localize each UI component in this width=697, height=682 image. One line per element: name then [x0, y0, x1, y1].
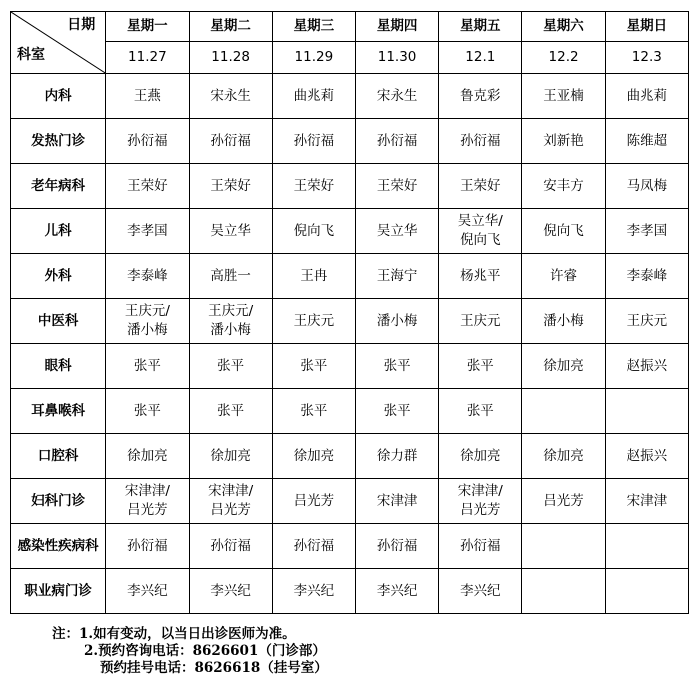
doctor-name: 倪向飞 [460, 232, 501, 248]
doctor-cell [189, 74, 272, 119]
doctor-name: 宋津津/ [457, 483, 503, 499]
doctor-cell [439, 344, 522, 389]
doctor-name: 孙衍福 [460, 132, 501, 149]
note-line: 注：1.如有变动，以当日出诊医师为准。 [52, 626, 296, 642]
doctor-cell [605, 254, 688, 299]
note-line: 预约挂号电话：8626618（挂号室） [100, 660, 328, 676]
doctor-name: 李兴纪 [210, 582, 251, 599]
doctor-cell [189, 524, 272, 569]
doctor-name: 李孝国 [127, 222, 168, 239]
doctor-name: 王荣好 [127, 177, 168, 194]
department-axis-label: 科室 [17, 47, 45, 63]
doctor-name: 王海宁 [376, 267, 418, 284]
doctor-cell [355, 434, 438, 479]
doctor-cell [605, 524, 688, 569]
doctor-name: 吕光芳 [210, 502, 251, 518]
doctor-name: 张平 [217, 357, 245, 374]
doctor-cell [355, 569, 438, 614]
schedule-row [11, 344, 689, 389]
doctor-cell [355, 74, 438, 119]
schedule-row [11, 119, 689, 164]
department-name: 老年病科 [11, 164, 106, 209]
doctor-name: 王庆元/ [124, 303, 170, 319]
doctor-cell [272, 164, 355, 209]
doctor-cell [189, 434, 272, 479]
doctor-name: 潘小梅 [127, 322, 168, 338]
doctor-name: 张平 [133, 402, 161, 419]
doctor-cell [605, 389, 688, 434]
doctor-cell [272, 299, 355, 344]
doctor-cell [272, 209, 355, 254]
doctor-cell [355, 209, 438, 254]
doctor-cell [439, 74, 522, 119]
schedule-row [11, 209, 689, 254]
doctor-name: 张平 [466, 402, 494, 419]
doctor-name: 王燕 [133, 87, 161, 104]
doctor-cell [189, 209, 272, 254]
doctor-name: 王荣好 [293, 177, 335, 194]
doctor-cell [522, 344, 605, 389]
doctor-name: 吕光芳 [543, 492, 584, 509]
schedule-row [11, 254, 689, 299]
doctor-name: 马凤梅 [626, 177, 668, 194]
doctor-name: 徐加亮 [127, 447, 168, 464]
doctor-cell [189, 164, 272, 209]
doctor-cell [439, 254, 522, 299]
doctor-name: 孙衍福 [293, 537, 335, 554]
schedule-row [11, 164, 689, 209]
doctor-name: 王庆元/ [208, 303, 254, 319]
doctor-cell [106, 389, 189, 434]
doctor-name: 吕光芳 [460, 502, 501, 518]
doctor-name: 孙衍福 [127, 132, 168, 149]
doctor-name: 孙衍福 [293, 132, 335, 149]
doctor-cell [106, 209, 189, 254]
doctor-name: 高胜一 [210, 267, 251, 284]
doctor-name: 安丰方 [543, 177, 584, 194]
doctor-cell [605, 164, 688, 209]
doctor-cell [605, 74, 688, 119]
doctor-name: 宋永生 [210, 87, 251, 104]
doctor-cell [439, 479, 522, 524]
doctor-name: 潘小梅 [376, 312, 418, 329]
doctor-name: 赵振兴 [626, 357, 668, 374]
note-line: 2.预约咨询电话：8626601（门诊部） [84, 643, 326, 659]
department-name: 中医科 [11, 299, 106, 344]
date-header: 11.30 [355, 42, 438, 74]
doctor-name: 张平 [383, 357, 411, 374]
doctor-name: 李孝国 [626, 222, 668, 239]
doctor-cell [605, 344, 688, 389]
doctor-name: 杨兆平 [460, 267, 501, 284]
schedule-row [11, 74, 689, 119]
doctor-name: 李兴纪 [460, 582, 501, 599]
doctor-cell [106, 434, 189, 479]
doctor-name: 张平 [300, 402, 328, 419]
doctor-cell [522, 254, 605, 299]
department-name: 儿科 [11, 209, 106, 254]
doctor-name: 孙衍福 [210, 132, 251, 149]
doctor-name: 李兴纪 [293, 582, 335, 599]
doctor-cell [439, 434, 522, 479]
doctor-cell [106, 479, 189, 524]
doctor-name: 刘新艳 [543, 132, 584, 149]
doctor-cell [272, 119, 355, 164]
doctor-cell [272, 344, 355, 389]
doctor-name: 倪向飞 [543, 222, 584, 239]
doctor-name: 吴立华/ [457, 213, 503, 229]
doctor-cell [605, 434, 688, 479]
doctor-cell [439, 164, 522, 209]
doctor-cell [605, 479, 688, 524]
doctor-name: 徐加亮 [293, 447, 335, 464]
doctor-name: 徐力群 [376, 447, 418, 464]
department-name: 耳鼻喉科 [11, 389, 106, 434]
doctor-cell [106, 569, 189, 614]
department-name: 眼科 [11, 344, 106, 389]
header-corner-cell [11, 12, 106, 74]
doctor-name: 宋永生 [376, 87, 418, 104]
doctor-cell [355, 254, 438, 299]
day-header: 星期三 [272, 12, 355, 42]
doctor-name: 孙衍福 [210, 537, 251, 554]
doctor-name: 张平 [133, 357, 161, 374]
doctor-name: 潘小梅 [543, 312, 584, 329]
doctor-cell [522, 479, 605, 524]
schedule-row [11, 524, 689, 569]
doctor-cell [439, 524, 522, 569]
doctor-name: 曲兆莉 [626, 87, 668, 104]
doctor-cell [272, 254, 355, 299]
schedule-row [11, 434, 689, 479]
doctor-name: 李泰峰 [127, 267, 168, 284]
day-header: 星期一 [106, 12, 189, 42]
doctor-cell [439, 299, 522, 344]
doctor-name: 张平 [466, 357, 494, 374]
doctor-name: 徐加亮 [543, 447, 584, 464]
doctor-name: 徐加亮 [210, 447, 251, 464]
doctor-name: 吕光芳 [127, 502, 168, 518]
doctor-cell [522, 164, 605, 209]
doctor-name: 张平 [217, 402, 245, 419]
doctor-cell [106, 254, 189, 299]
doctor-cell [355, 524, 438, 569]
doctor-cell [106, 524, 189, 569]
doctor-cell [189, 119, 272, 164]
doctor-name: 张平 [300, 357, 328, 374]
doctor-cell [522, 299, 605, 344]
department-name: 妇科门诊 [11, 479, 106, 524]
doctor-cell [522, 119, 605, 164]
doctor-cell [439, 209, 522, 254]
doctor-name: 倪向飞 [293, 222, 335, 239]
doctor-cell [106, 164, 189, 209]
doctor-name: 王冉 [300, 267, 328, 284]
doctor-name: 吴立华 [376, 222, 418, 239]
doctor-name: 陈维超 [626, 132, 668, 149]
doctor-name: 王亚楠 [543, 87, 584, 104]
doctor-cell [189, 569, 272, 614]
doctor-name: 宋津津/ [124, 483, 170, 499]
day-header: 星期四 [355, 12, 438, 42]
schedule-row [11, 479, 689, 524]
doctor-cell [522, 434, 605, 479]
doctor-cell [272, 434, 355, 479]
doctor-name: 张平 [383, 402, 411, 419]
doctor-name: 潘小梅 [210, 322, 251, 338]
doctor-cell [189, 254, 272, 299]
doctor-name: 孙衍福 [376, 537, 418, 554]
doctor-cell [605, 299, 688, 344]
doctor-cell [439, 569, 522, 614]
date-header: 11.29 [272, 42, 355, 74]
doctor-cell [355, 299, 438, 344]
doctor-cell [522, 209, 605, 254]
doctor-name: 王庆元 [293, 312, 335, 329]
doctor-name: 孙衍福 [460, 537, 501, 554]
department-name: 内科 [11, 74, 106, 119]
doctor-cell [272, 389, 355, 434]
doctor-cell [605, 569, 688, 614]
doctor-cell [355, 164, 438, 209]
doctor-cell [522, 569, 605, 614]
doctor-name: 许睿 [550, 267, 578, 284]
doctor-name: 曲兆莉 [293, 87, 335, 104]
doctor-cell [355, 479, 438, 524]
department-name: 职业病门诊 [11, 569, 106, 614]
doctor-name: 吕光芳 [293, 492, 335, 509]
doctor-name: 李泰峰 [626, 267, 668, 284]
doctor-name: 鲁克彩 [460, 87, 501, 104]
doctor-cell [106, 299, 189, 344]
day-header: 星期日 [605, 12, 688, 42]
doctor-name: 王荣好 [210, 177, 251, 194]
doctor-cell [272, 524, 355, 569]
day-header: 星期五 [439, 12, 522, 42]
date-header: 12.2 [522, 42, 605, 74]
doctor-name: 李兴纪 [127, 582, 168, 599]
department-name: 外科 [11, 254, 106, 299]
doctor-cell [189, 479, 272, 524]
department-name: 口腔科 [11, 434, 106, 479]
doctor-cell [355, 344, 438, 389]
schedule-row [11, 569, 689, 614]
doctor-name: 吴立华 [210, 222, 251, 239]
doctor-cell [189, 344, 272, 389]
doctor-cell [522, 524, 605, 569]
doctor-cell [189, 389, 272, 434]
doctor-cell [522, 389, 605, 434]
doctor-cell [106, 344, 189, 389]
doctor-cell [605, 209, 688, 254]
doctor-name: 孙衍福 [376, 132, 418, 149]
schedule-table [10, 11, 689, 614]
doctor-name: 宋津津/ [208, 483, 254, 499]
notes-block [52, 626, 328, 677]
doctor-cell [106, 74, 189, 119]
date-header: 11.27 [106, 42, 189, 74]
doctor-cell [439, 119, 522, 164]
doctor-cell [439, 389, 522, 434]
doctor-name: 王庆元 [460, 312, 501, 329]
doctor-name: 赵振兴 [626, 447, 668, 464]
doctor-name: 徐加亮 [543, 357, 584, 374]
day-header: 星期二 [189, 12, 272, 42]
doctor-name: 李兴纪 [376, 582, 418, 599]
schedule-row [11, 299, 689, 344]
doctor-cell [272, 74, 355, 119]
schedule-row [11, 389, 689, 434]
doctor-cell [355, 389, 438, 434]
doctor-cell [189, 299, 272, 344]
doctor-name: 宋津津 [626, 492, 668, 509]
date-header: 12.3 [605, 42, 688, 74]
doctor-cell [355, 119, 438, 164]
doctor-cell [106, 119, 189, 164]
doctor-name: 徐加亮 [460, 447, 501, 464]
doctor-name: 宋津津 [376, 492, 418, 509]
department-name: 发热门诊 [11, 119, 106, 164]
doctor-name: 王荣好 [376, 177, 418, 194]
doctor-cell [605, 119, 688, 164]
doctor-cell [522, 74, 605, 119]
date-header: 11.28 [189, 42, 272, 74]
doctor-name: 王庆元 [626, 312, 668, 329]
day-header: 星期六 [522, 12, 605, 42]
date-axis-label: 日期 [67, 17, 96, 33]
doctor-name: 孙衍福 [127, 537, 168, 554]
doctor-cell [272, 569, 355, 614]
department-name: 感染性疾病科 [11, 524, 106, 569]
doctor-cell [272, 479, 355, 524]
doctor-name: 王荣好 [460, 177, 501, 194]
date-header: 12.1 [439, 42, 522, 74]
